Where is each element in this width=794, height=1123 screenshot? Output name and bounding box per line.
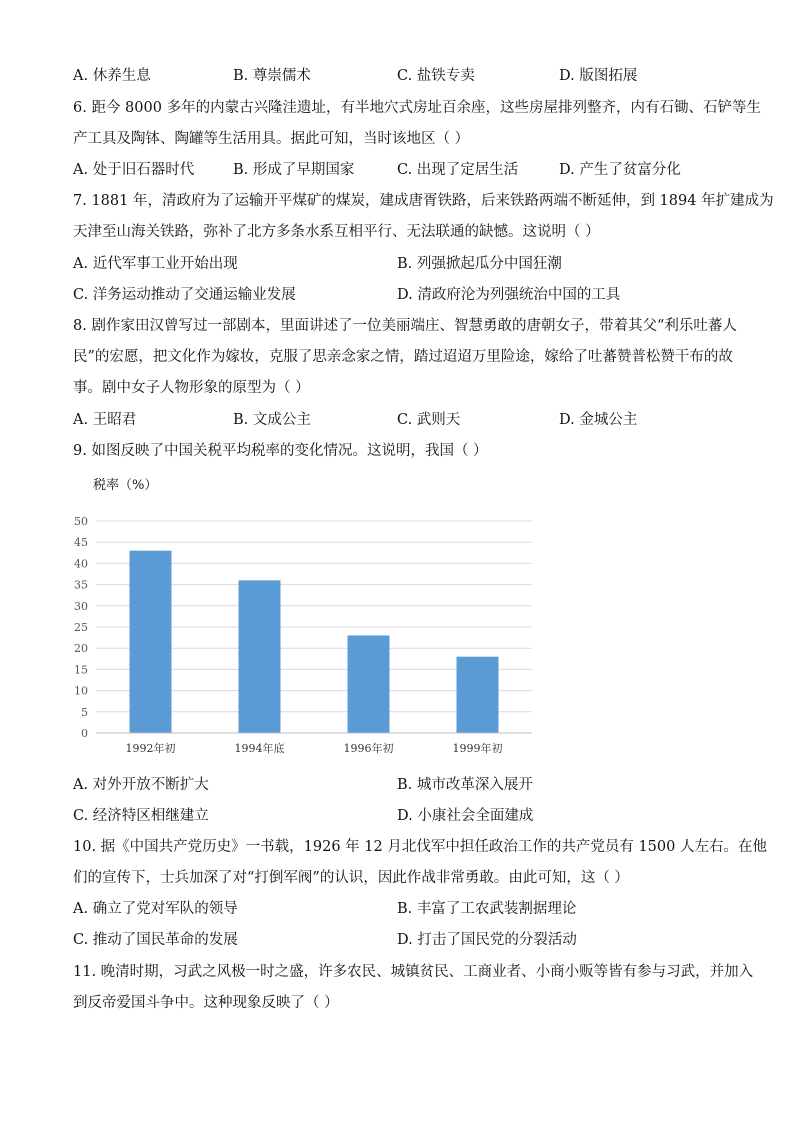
- chart-y-axis-label: 税率（%）: [93, 478, 158, 493]
- q10-options-row-1: [73, 899, 723, 919]
- y-tick-label: 20: [74, 642, 88, 656]
- q6-stem-line-1: 6. 距今 8000 多年的内蒙古兴隆洼遗址，有半地穴式房址百余座，这些房屋排列整齐，内有石锄、石铲等生: [73, 100, 762, 116]
- q8-option-d[interactable]: D. 金城公主: [559, 412, 638, 428]
- q7-stem-line-1: 7. 1881 年，清政府为了运输开平煤矿的煤炭，建成唐胥铁路，后来铁路两端不断延伸，到 1894 年扩建成为: [73, 193, 774, 209]
- y-tick-label: 35: [74, 578, 88, 592]
- x-tick-label: 1996年初: [343, 742, 394, 755]
- y-tick-label: 40: [74, 557, 88, 571]
- q6-option-c[interactable]: C. 出现了定居生活: [397, 162, 519, 178]
- q11-stem-line-1: 11. 晚清时期，习武之风极一时之盛，许多农民、城镇贫民、工商业者、小商小贩等皆有参与习武，并加入: [73, 964, 754, 980]
- q8-stem-line-1: 8. 剧作家田汉曾写过一部剧本，里面讲述了一位美丽端庄、智慧勇敢的唐朝女子，带着其父“利乐吐蕃人: [73, 318, 737, 334]
- q5-option-a[interactable]: A. 休养生息: [73, 68, 151, 84]
- x-tick-label: 1992年初: [125, 742, 176, 755]
- q10-option-d[interactable]: D. 打击了国民党的分裂活动: [397, 932, 577, 948]
- q10-option-c[interactable]: C. 推动了国民革命的发展: [73, 932, 238, 948]
- q8-option-a[interactable]: A. 王昭君: [73, 412, 137, 428]
- q10-stem-line-2: 们的宣传下，士兵加深了对“打倒军阀”的认识，因此作战非常勇敢。由此可知，这（ ）: [73, 870, 629, 886]
- q6-option-d[interactable]: D. 产生了贫富分化: [559, 162, 681, 178]
- y-tick-label: 30: [74, 599, 88, 613]
- q8-option-b[interactable]: B. 文成公主: [233, 412, 311, 428]
- y-tick-label: 50: [74, 515, 88, 528]
- q9-options-row-2: [73, 806, 723, 826]
- q8-stem-line-2: 民”的宏愿，把文化作为嫁妆，克服了思亲念家之情，踏过迢迢万里险途，嫁给了吐蕃赞普松赞干布的故: [73, 349, 733, 365]
- bar: [130, 551, 172, 733]
- q9-option-a[interactable]: A. 对外开放不断扩大: [73, 777, 209, 793]
- q6-option-a[interactable]: A. 处于旧石器时代: [73, 162, 195, 178]
- y-tick-label: 0: [81, 727, 88, 740]
- y-tick-label: 10: [74, 684, 88, 698]
- q7-stem-line-2: 天津至山海关铁路，弥补了北方多条水系互相平行、无法联通的缺憾。这说明（ ）: [73, 224, 600, 240]
- q10-stem-line-1: 10. 据《中国共产党历史》一书载，1926 年 12 月北伐军中担任政治工作的共产党员有 1500 人左右。在他: [73, 839, 767, 855]
- q9-option-c[interactable]: C. 经济特区相继建立: [73, 808, 209, 824]
- q9-option-b[interactable]: B. 城市改革深入展开: [397, 777, 533, 793]
- q10-options-row-2: [73, 930, 723, 950]
- q7-option-b[interactable]: B. 列强掀起瓜分中国狂潮: [397, 256, 562, 272]
- q8-stem-line-3: 事。剧中女子人物形象的原型为（ ）: [73, 380, 310, 396]
- y-tick-label: 25: [74, 621, 88, 634]
- q6-option-b[interactable]: B. 形成了早期国家: [233, 162, 355, 178]
- q6-stem-line-2: 产工具及陶钵、陶罐等生活用具。据此可知，当时该地区（ ）: [73, 131, 470, 147]
- q10-option-b[interactable]: B. 丰富了工农武装割据理论: [397, 901, 577, 917]
- y-tick-label: 15: [74, 663, 88, 677]
- q7-option-c[interactable]: C. 洋务运动推动了交通运输业发展: [73, 287, 296, 303]
- x-tick-label: 1994年底: [234, 742, 285, 755]
- q9-options-row-1: [73, 775, 723, 795]
- q10-option-a[interactable]: A. 确立了党对军队的领导: [73, 901, 238, 917]
- q11-stem-line-2: 到反帝爱国斗争中。这种现象反映了（ ）: [73, 995, 339, 1011]
- bar: [457, 657, 499, 733]
- q5-option-c[interactable]: C. 盐铁专卖: [397, 68, 475, 84]
- bar: [348, 635, 390, 733]
- q8-option-c[interactable]: C. 武则天: [397, 412, 461, 428]
- q7-option-a[interactable]: A. 近代军事工业开始出现: [73, 256, 238, 272]
- q7-option-d[interactable]: D. 清政府沦为列强统治中国的工具: [397, 287, 621, 303]
- q5-option-d[interactable]: D. 版图拓展: [559, 68, 638, 84]
- y-tick-label: 5: [81, 705, 88, 719]
- q9-stem: 9. 如图反映了中国关税平均税率的变化情况。这说明，我国（ ）: [73, 443, 488, 459]
- q9-option-d[interactable]: D. 小康社会全面建成: [397, 808, 534, 824]
- bar: [239, 580, 281, 733]
- y-tick-label: 45: [74, 536, 88, 550]
- x-tick-label: 1999年初: [452, 742, 503, 755]
- q5-option-b[interactable]: B. 尊崇儒术: [233, 68, 311, 84]
